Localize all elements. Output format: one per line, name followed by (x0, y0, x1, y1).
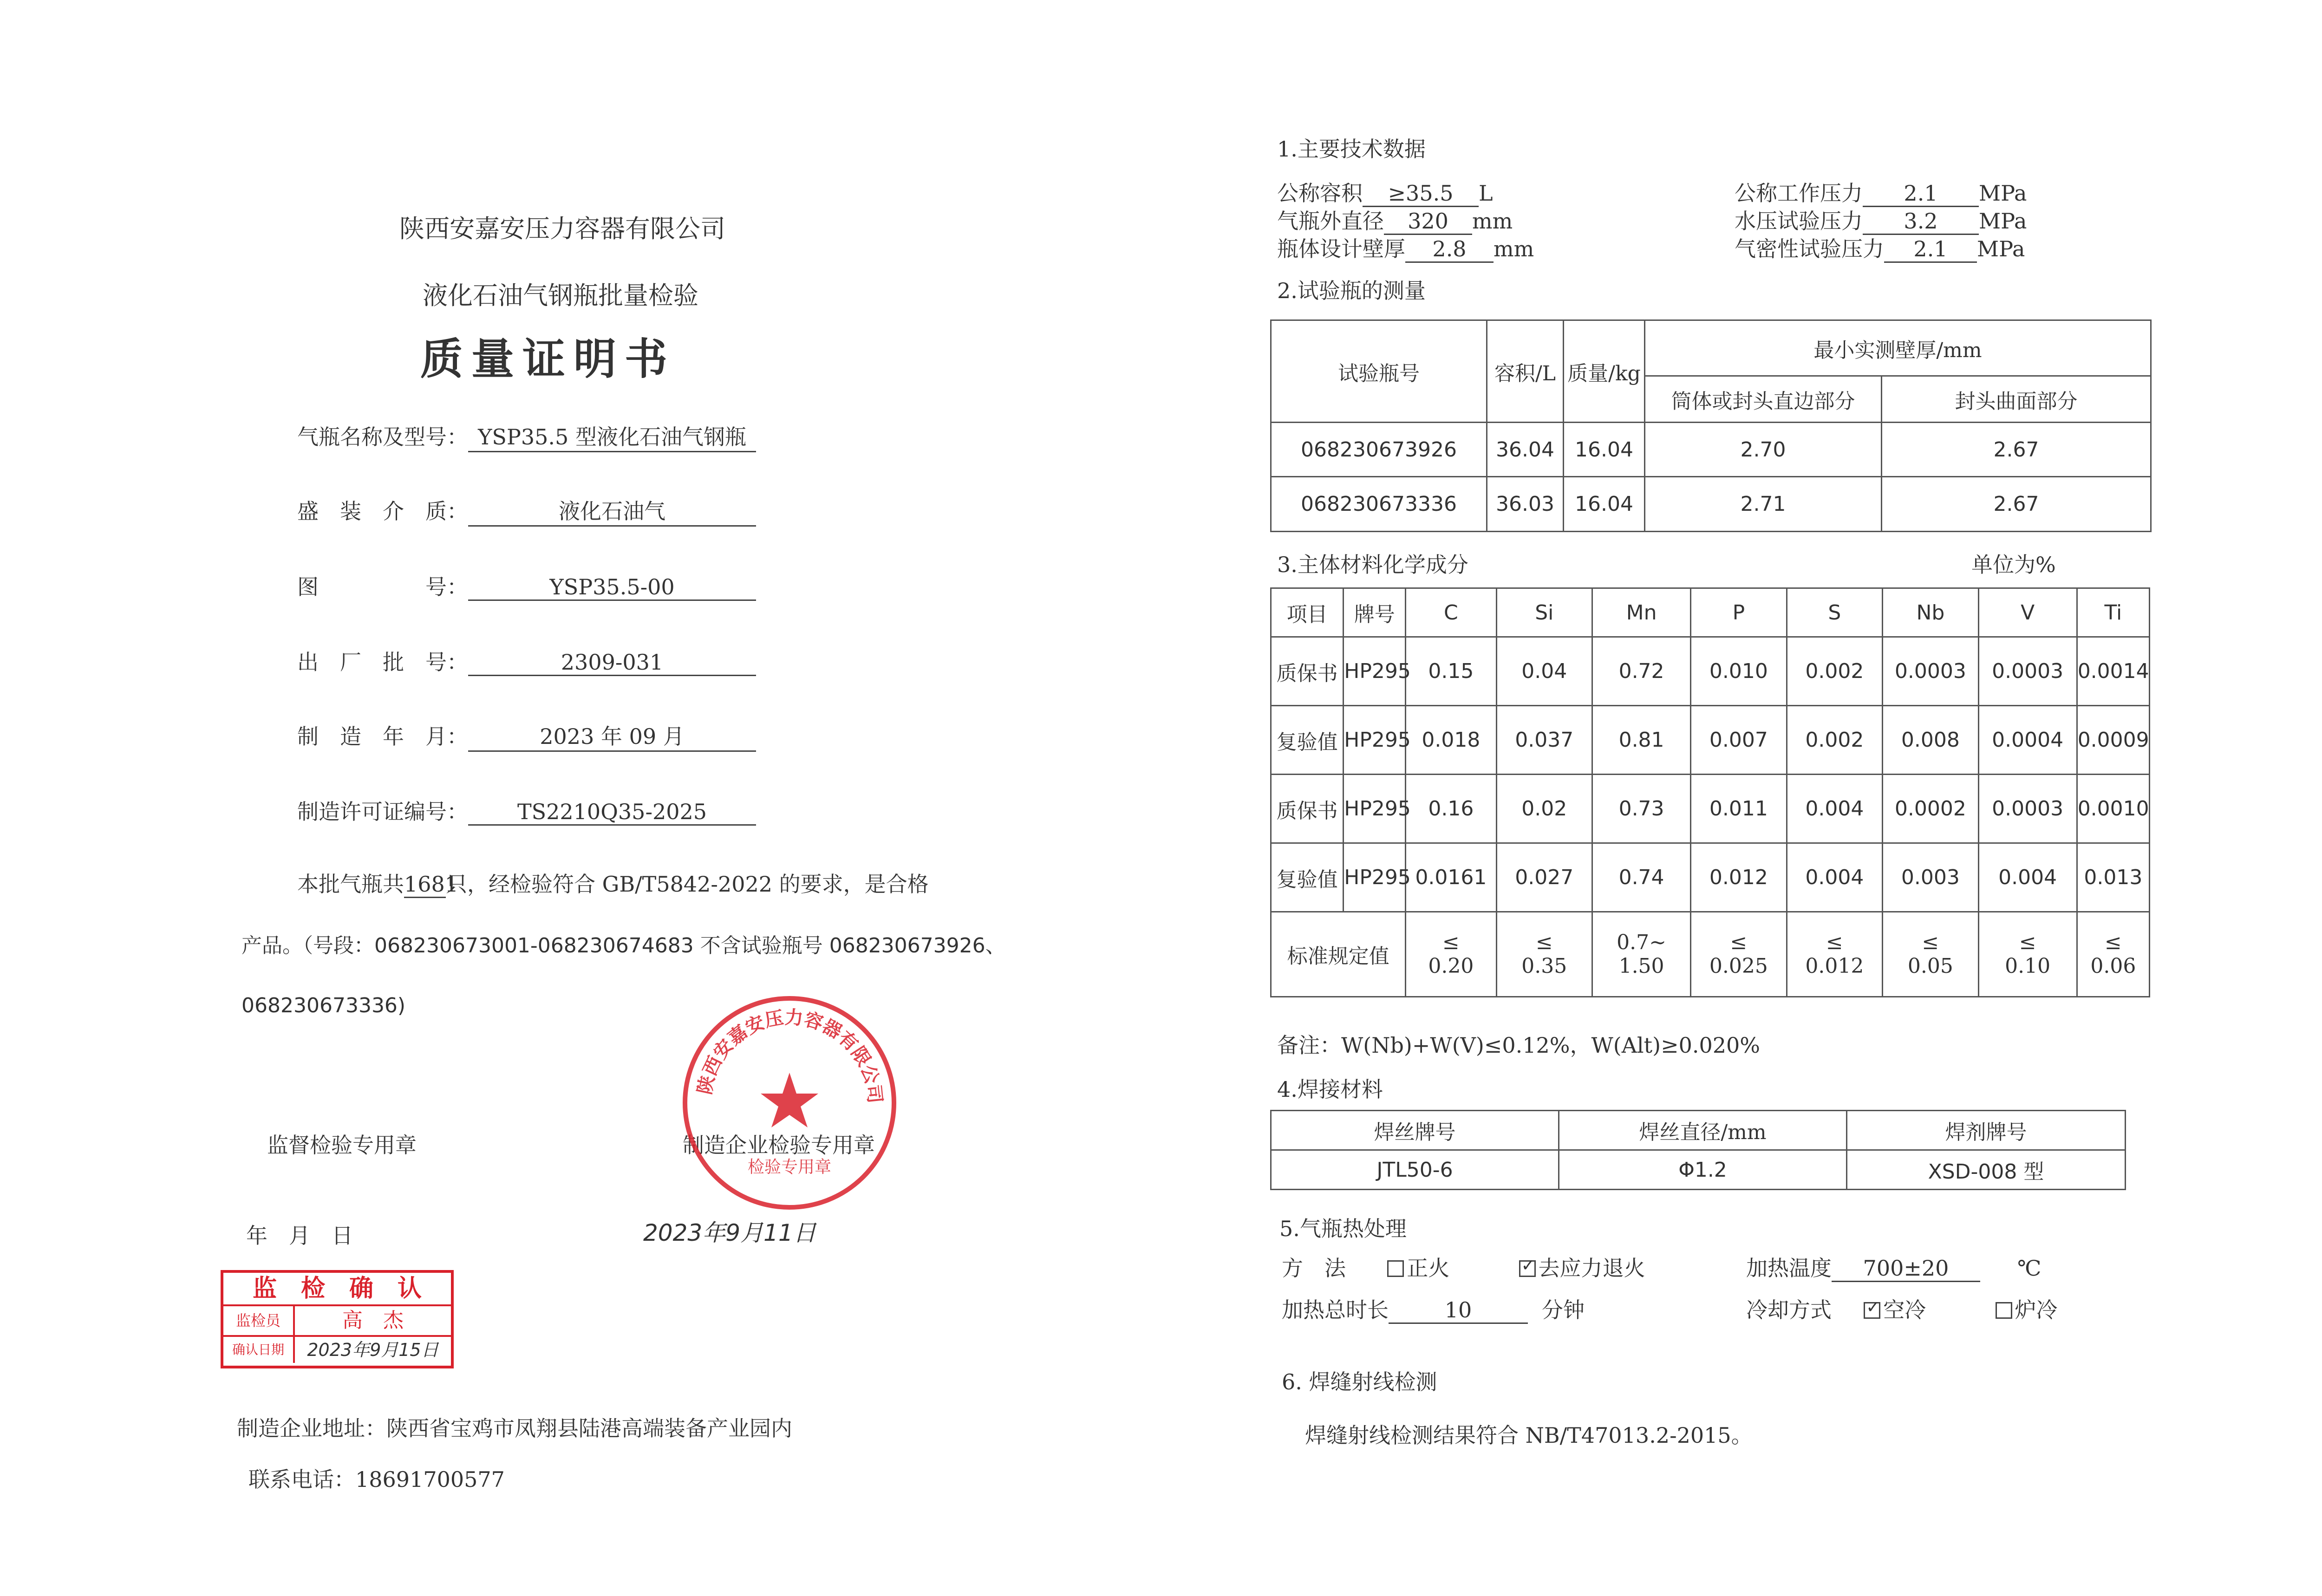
chemical-composition-table: 项目 牌号 C Si Mn P S Nb V Ti 质保书 HP295 0.15 0.04 0.72 0.010 0.002 0.0003 0.0003 0.0014 复验值 HP295 0.018 0.037 0.81 0.007 0.002 0.008 0.0004 0.0009 质保书 HP295 0.16 0.02 0.73 0.011 0.004 0.0002 0.0003 0.0010 复验值 HP295 0.0161 0.027 0.74 0.012 0.004 0.003 0.004 0.013 标准规定值 ≤ 0.20 ≤ 0.35 0.7~ 1.50 ≤ 0.025 ≤ 0.012 ≤ 0.05 ≤ 0.10 ≤ 0.06 (1270, 587, 2150, 997)
date-label: 年 月 日 (246, 1223, 353, 1248)
heat-method: 方 法 正火 ✓ 去应力退火 (1282, 1251, 1645, 1282)
manufacturer-seal (678, 991, 901, 1214)
section5-title: 5.气瓶热处理 (1279, 1216, 1407, 1241)
batch-statement-line1: 本批气瓶共1681只，经检验符合 GB/T5842-2022 的要求，是合格 (297, 867, 929, 898)
field-cylinder-model: 气瓶名称及型号： YSP35.5 型液化石油气钢瓶 (297, 420, 756, 452)
heat-temperature: 加热温度 700±20 ℃ (1746, 1251, 2041, 1282)
table-row: JTL50-6 Φ1.2 XSD-008 型 (1271, 1150, 2126, 1190)
field-drawing-no: 图 号： YSP35.5-00 (297, 570, 756, 601)
design-wall-thickness: 瓶体设计壁厚 2.8 mm (1277, 232, 1534, 263)
manufacturer-address: 制造企业地址：陕西省宝鸡市凤翔县陆港高端装备产业园内 (237, 1416, 792, 1441)
field-batch-no: 出 厂 批 号： 2309-031 (297, 645, 756, 676)
heat-duration: 加热总时长 10 分钟 (1282, 1293, 1585, 1324)
svg-text:陕西安嘉安压力容器有限公司: 陕西安嘉安压力容器有限公司 (694, 1007, 886, 1105)
batch-count: 1681 (404, 872, 446, 898)
chemical-note: 备注：W(Nb)+W(V)≤0.12%，W(Alt)≥0.020% (1277, 1033, 1761, 1058)
section4-title: 4.焊接材料 (1277, 1077, 1383, 1102)
air-cooling-checkbox[interactable] (1864, 1302, 1880, 1319)
hydro-test-pressure: 水压试验压力 3.2 MPa (1735, 204, 2027, 235)
outer-diameter: 气瓶外直径 320 mm (1277, 204, 1513, 235)
license-no-value: TS2210Q35-2025 (468, 799, 756, 826)
welding-material-table: 焊丝牌号 焊丝直径/mm 焊剂牌号 JTL50-6 Φ1.2 XSD-008 型 (1270, 1110, 2126, 1190)
company-name: 陕西安嘉安压力容器有限公司 (399, 214, 725, 243)
table-row: 068230673926 36.04 16.04 2.70 2.67 (1271, 423, 2151, 477)
batch-statement-line3: 068230673336) (241, 994, 406, 1017)
test-cylinder-measure-table: 试验瓶号 容积/L 质量/kg 最小实测壁厚/mm 筒体或封头直边部分 封头曲面部分 068230673926 36.04 16.04 2.70 2.67 068230673336 36.03 16.04 2.71 2.67 (1270, 319, 2152, 532)
radiographic-result: 焊缝射线检测结果符合 NB/T47013.2-2015。 (1305, 1423, 1753, 1448)
manufacture-date-value: 2023 年 09 月 (468, 720, 756, 752)
table-row-standard: 标准规定值 ≤ 0.20 ≤ 0.35 0.7~ 1.50 ≤ 0.025 ≤ 0.012 ≤ 0.05 ≤ 0.10 ≤ 0.06 (1271, 912, 2150, 997)
nominal-volume: 公称容积 ≥35.5 L (1277, 176, 1493, 207)
working-pressure: 公称工作压力 2.1 MPa (1735, 176, 2027, 207)
cylinder-model-value: YSP35.5 型液化石油气钢瓶 (468, 420, 756, 452)
svg-text:检验专用章: 检验专用章 (747, 1158, 832, 1177)
signature-date: 2023年9月11日 (643, 1219, 816, 1246)
manufacturer-seal-label: 制造企业检验专用章 (683, 1133, 875, 1158)
batch-no-value: 2309-031 (468, 650, 756, 676)
section3-unit: 单位为% (1971, 552, 2056, 577)
stress-relief-checkbox[interactable] (1519, 1260, 1536, 1277)
supervision-seal-label: 监督检验专用章 (267, 1133, 417, 1158)
certificate-subtitle: 液化石油气钢瓶批量检验 (423, 281, 698, 310)
medium-value: 液化石油气 (468, 495, 756, 527)
table-row: 068230673336 36.03 16.04 2.71 2.67 (1271, 477, 2151, 532)
certificate-title: 质量证明书 (420, 334, 676, 384)
section3-title: 3.主体材料化学成分 (1277, 552, 1468, 577)
supervision-confirm-stamp: 监 检 确 认 监检员 高 杰 确认日期 2023年9月15日 (221, 1270, 454, 1368)
drawing-no-value: YSP35.5-00 (468, 574, 756, 601)
leak-test-pressure: 气密性试验压力 2.1 MPa (1735, 232, 2025, 263)
cooling-method: 冷却方式 ✓ 空冷 炉冷 (1746, 1293, 2058, 1324)
section6-title: 6. 焊缝射线检测 (1282, 1369, 1437, 1394)
table-row: 质保书 HP295 0.16 0.02 0.73 0.011 0.004 0.0002 0.0003 0.0010 (1271, 775, 2150, 843)
normalizing-checkbox[interactable] (1387, 1260, 1404, 1277)
table-row: 复验值 HP295 0.0161 0.027 0.74 0.012 0.004 0.003 0.004 0.013 (1271, 843, 2150, 912)
field-manufacture-date: 制 造 年 月： 2023 年 09 月 (297, 720, 756, 752)
furnace-cooling-checkbox[interactable] (1996, 1302, 2012, 1319)
table-row: 质保书 HP295 0.15 0.04 0.72 0.010 0.002 0.0003 0.0003 0.0014 (1271, 637, 2150, 706)
batch-statement-line2: 产品。（号段：068230673001-068230674683 不含试验瓶号 068230673926、 (241, 934, 1006, 958)
contact-phone: 联系电话：18691700577 (248, 1467, 505, 1492)
field-medium: 盛 装 介 质： 液化石油气 (297, 495, 756, 527)
field-license-no: 制造许可证编号： TS2210Q35-2025 (297, 795, 756, 826)
table-row: 复验值 HP295 0.018 0.037 0.81 0.007 0.002 0.008 0.0004 0.0009 (1271, 706, 2150, 775)
section2-title: 2.试验瓶的测量 (1277, 278, 1426, 303)
section1-title: 1.主要技术数据 (1277, 137, 1426, 162)
